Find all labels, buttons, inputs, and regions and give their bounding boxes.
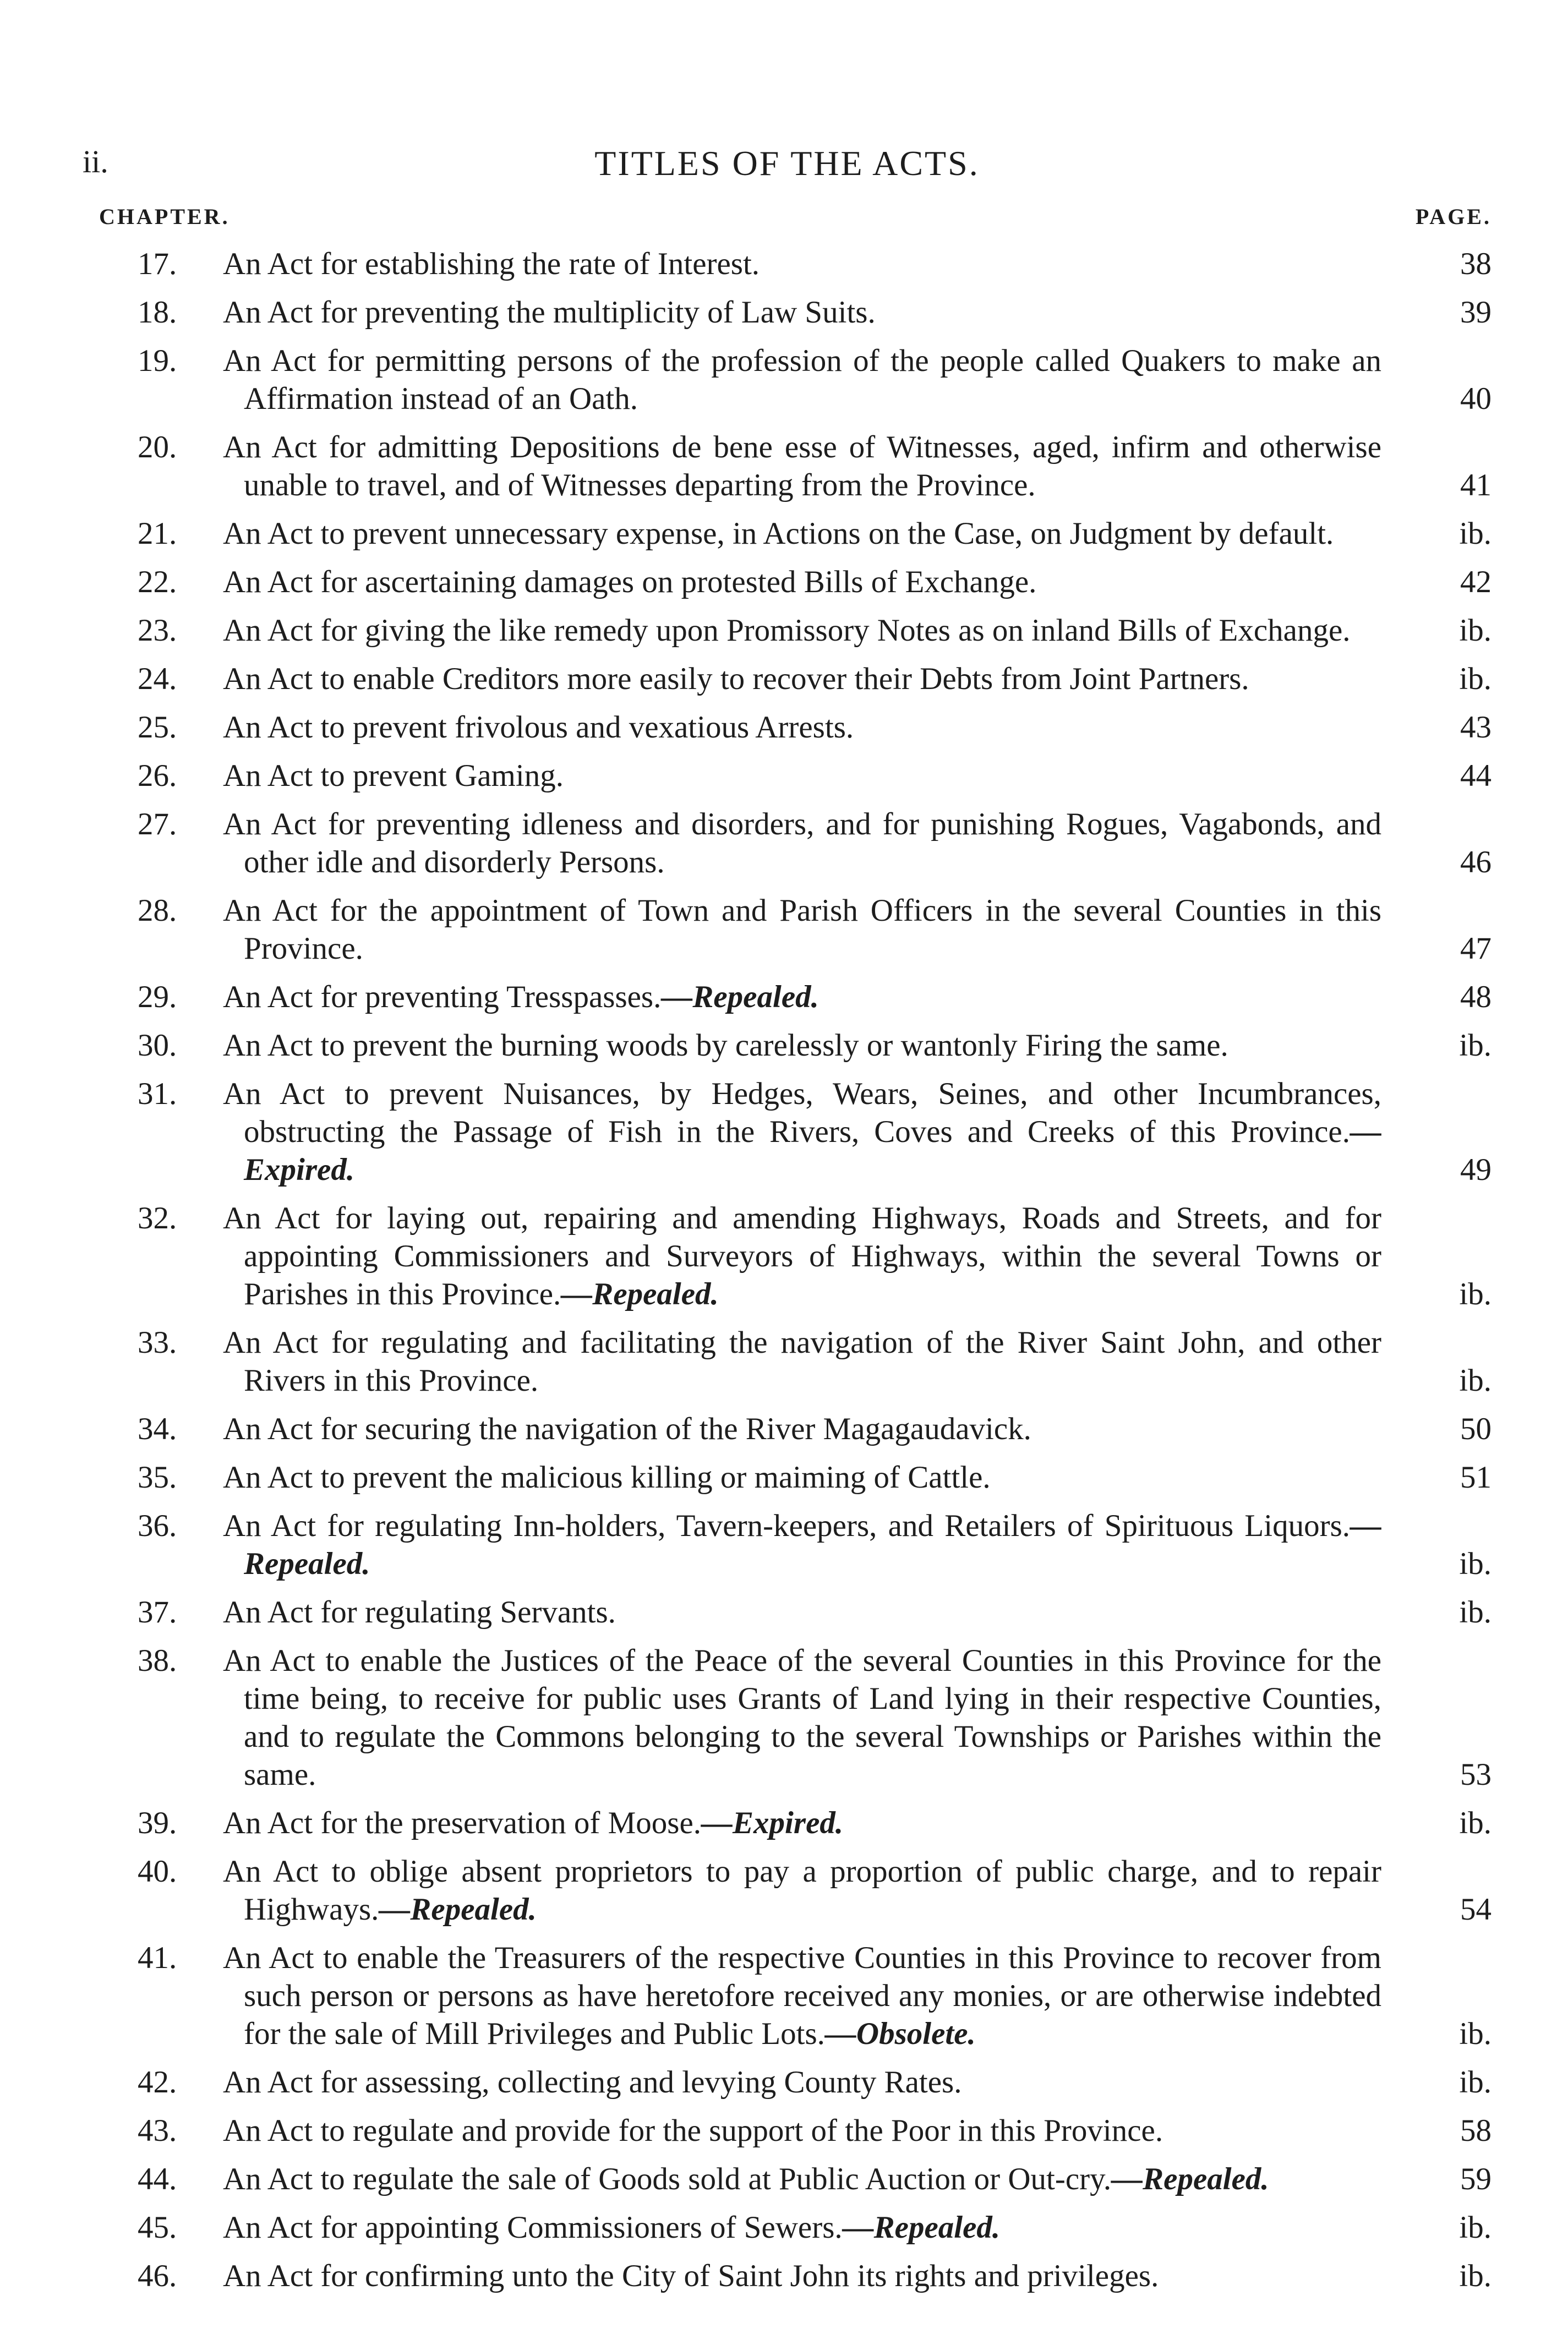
act-title-text: An Act for regulating Inn-holders, Tavern-keepers, and Retailers of Spirituous Liquors.: [223, 1508, 1350, 1543]
list-item: [83, 1507, 1491, 1583]
act-status: —Expired.: [244, 1114, 1381, 1187]
chapter-number: 41.: [138, 1941, 177, 1975]
chapter-number: 23.: [138, 613, 177, 648]
list-item: [83, 2112, 1491, 2150]
list-item: [83, 1199, 1491, 1313]
list-item: [83, 293, 1491, 331]
chapter-number: 25.: [138, 710, 177, 745]
running-title: TITLES OF THE ACTS.: [594, 144, 980, 183]
column-headings: [83, 204, 1491, 245]
act-status: —Repealed.: [561, 1277, 719, 1311]
page-reference: ib.: [1459, 2210, 1491, 2245]
act-title-text: An Act for assessing, collecting and levying County Rates.: [223, 2065, 962, 2100]
act-title-text: An Act for confirming unto the City of Saint John its rights and privileges.: [223, 2259, 1159, 2293]
list-item: [83, 757, 1491, 795]
act-title: [223, 2112, 1381, 2150]
act-title-text: An Act for laying out, repairing and amending Highways, Roads and Streets, and for appointing Commissioners and Surveyors of Highways, within the several Towns or Parishes in this Province.: [223, 1201, 1381, 1311]
act-title-text: An Act to prevent the burning woods by carelessly or wantonly Firing the same.: [223, 1028, 1228, 1063]
page-column-heading: PAGE.: [1415, 204, 1491, 229]
act-title-text: An Act for securing the navigation of the River Magagaudavick.: [223, 1412, 1031, 1446]
act-title-text: An Act for preventing the multiplicity of Law Suits.: [223, 295, 876, 330]
act-title: [223, 515, 1381, 553]
act-title: [223, 892, 1381, 968]
act-title: [223, 293, 1381, 331]
act-status: —Repealed.: [379, 1892, 537, 1927]
page-reference: ib.: [1459, 2016, 1491, 2051]
page-reference: 43: [1460, 710, 1491, 745]
page-reference: 48: [1460, 980, 1491, 1014]
act-title: [223, 757, 1381, 795]
act-title-text: An Act to oblige absent proprietors to pay a proportion of public charge, and to repair Highways.: [223, 1854, 1381, 1927]
chapter-number: 39.: [138, 1806, 177, 1840]
act-title: [223, 1507, 1381, 1583]
act-title: [223, 805, 1381, 881]
chapter-number: 31.: [138, 1076, 177, 1111]
act-title-text: An Act to enable Creditors more easily to recover their Debts from Joint Partners.: [223, 662, 1249, 696]
page-reference: ib.: [1459, 1595, 1491, 1630]
act-title-text: An Act to prevent Nuisances, by Hedges, Wears, Seines, and other Incumbrances, obstructing the Passage of Fish in the Rivers, Coves and Creeks of this Province.: [223, 1076, 1381, 1149]
act-title-text: An Act for the appointment of Town and Parish Officers in the several Counties in this Province.: [223, 893, 1381, 966]
act-title: [223, 2257, 1381, 2295]
chapter-number: 36.: [138, 1508, 177, 1543]
chapter-number: 27.: [138, 807, 177, 841]
list-item: [83, 1804, 1491, 1842]
act-title-text: An Act to enable the Treasurers of the respective Counties in this Province to recover from such person or persons as have heretofore received any monies, or are otherwise indebted for the sale of Mill Privileges and Public Lots.: [223, 1941, 1381, 2051]
page-reference: 46: [1460, 845, 1491, 879]
chapter-number: 24.: [138, 662, 177, 696]
list-item: [83, 1410, 1491, 1448]
chapter-number: 37.: [138, 1595, 177, 1630]
acts-list: [83, 245, 1491, 2295]
list-item: [83, 1852, 1491, 1928]
page-reference: 47: [1460, 931, 1491, 966]
act-title-text: An Act for ascertaining damages on protested Bills of Exchange.: [223, 565, 1037, 599]
act-status: —Repealed.: [661, 980, 819, 1014]
page-reference: 41: [1460, 468, 1491, 502]
list-item: [83, 1642, 1491, 1794]
act-title: [223, 1852, 1381, 1928]
list-item: [83, 2257, 1491, 2295]
act-title-text: An Act for regulating Servants.: [223, 1595, 616, 1630]
page-reference: ib.: [1459, 2065, 1491, 2100]
act-title-text: An Act for appointing Commissioners of Sewers.: [223, 2210, 843, 2245]
act-title: [223, 708, 1381, 746]
act-title-text: An Act for giving the like remedy upon Promissory Notes as on inland Bills of Exchange.: [223, 613, 1351, 648]
page-reference: 40: [1460, 381, 1491, 416]
page-reference: ib.: [1459, 1277, 1491, 1311]
act-status: —Repealed.: [1111, 2162, 1269, 2196]
document-page: [83, 132, 1491, 2305]
chapter-number: 46.: [138, 2259, 177, 2293]
list-item: [83, 2209, 1491, 2246]
page-reference: ib.: [1459, 1806, 1491, 1840]
list-item: [83, 1458, 1491, 1496]
act-title: [223, 1804, 1381, 1842]
act-title-text: An Act for admitting Depositions de bene esse of Witnesses, aged, infirm and otherwise unable to travel, and of Witnesses departing from the Province.: [223, 430, 1381, 502]
page-number: ii.: [83, 144, 108, 179]
act-title-text: An Act for preventing idleness and disorders, and for punishing Rogues, Vagabonds, and other idle and disorderly Persons.: [223, 807, 1381, 879]
list-item: [83, 1939, 1491, 2053]
page-reference: ib.: [1459, 1028, 1491, 1063]
list-item: [83, 1026, 1491, 1064]
list-item: [83, 245, 1491, 283]
act-title: [223, 978, 1381, 1016]
chapter-number: 19.: [138, 343, 177, 378]
act-title-text: An Act to regulate the sale of Goods sold at Public Auction or Out-cry.: [223, 2162, 1112, 2196]
list-item: [83, 563, 1491, 601]
chapter-number: 26.: [138, 758, 177, 793]
page-reference: ib.: [1459, 1546, 1491, 1581]
page-reference: 44: [1460, 758, 1491, 793]
list-item: [83, 660, 1491, 698]
list-item: [83, 2063, 1491, 2101]
act-title: [223, 2209, 1381, 2246]
list-item: [83, 515, 1491, 553]
chapter-number: 33.: [138, 1325, 177, 1360]
page-reference: ib.: [1459, 613, 1491, 648]
page-reference: 38: [1460, 247, 1491, 281]
act-title: [223, 1199, 1381, 1313]
act-title-text: An Act to prevent unnecessary expense, in Actions on the Case, on Judgment by default.: [223, 516, 1334, 551]
act-status: —Expired.: [701, 1806, 844, 1840]
act-title: [223, 428, 1381, 504]
page-reference: 39: [1460, 295, 1491, 330]
list-item: [83, 1075, 1491, 1189]
page-reference: 59: [1460, 2162, 1491, 2196]
list-item: [83, 708, 1491, 746]
list-item: [83, 805, 1491, 881]
act-title-text: An Act to prevent Gaming.: [223, 758, 564, 793]
chapter-number: 45.: [138, 2210, 177, 2245]
list-item: [83, 611, 1491, 649]
act-title-text: An Act for regulating and facilitating the navigation of the River Saint John, and other Rivers in this Province.: [223, 1325, 1381, 1398]
chapter-number: 38.: [138, 1643, 177, 1678]
page-reference: ib.: [1459, 516, 1491, 551]
act-title-text: An Act to prevent the malicious killing or maiming of Cattle.: [223, 1460, 991, 1495]
act-title: [223, 1026, 1381, 1064]
act-title: [223, 1075, 1381, 1189]
chapter-column-heading: CHAPTER.: [99, 204, 230, 229]
act-title-text: An Act for preventing Tresspasses.: [223, 980, 662, 1014]
list-item: [83, 1593, 1491, 1631]
page-reference: ib.: [1459, 1363, 1491, 1398]
act-title: [223, 1410, 1381, 1448]
page-reference: 49: [1460, 1152, 1491, 1187]
act-title-text: An Act for permitting persons of the profession of the people called Quakers to make an Affirmation instead of an Oath.: [223, 343, 1381, 416]
act-title-text: An Act to regulate and provide for the support of the Poor in this Province.: [223, 2113, 1163, 2148]
chapter-number: 35.: [138, 1460, 177, 1495]
list-item: [83, 978, 1491, 1016]
chapter-number: 21.: [138, 516, 177, 551]
act-title-text: An Act for establishing the rate of Interest.: [223, 247, 760, 281]
chapter-number: 40.: [138, 1854, 177, 1889]
list-item: [83, 342, 1491, 418]
act-title: [223, 2063, 1381, 2101]
act-title: [223, 611, 1381, 649]
list-item: [83, 2160, 1491, 2198]
chapter-number: 18.: [138, 295, 177, 330]
page-reference: ib.: [1459, 662, 1491, 696]
chapter-number: 29.: [138, 980, 177, 1014]
act-title: [223, 563, 1381, 601]
act-title-text: An Act to prevent frivolous and vexatious Arrests.: [223, 710, 854, 745]
act-title: [223, 1593, 1381, 1631]
act-title: [223, 2160, 1381, 2198]
chapter-number: 17.: [138, 247, 177, 281]
page-header: [83, 132, 1491, 182]
act-status: —Repealed.: [842, 2210, 1001, 2245]
page-reference: ib.: [1459, 2259, 1491, 2293]
chapter-number: 44.: [138, 2162, 177, 2196]
chapter-number: 30.: [138, 1028, 177, 1063]
act-title: [223, 1324, 1381, 1400]
page-reference: 53: [1460, 1757, 1491, 1792]
act-status: —Obsolete.: [824, 2016, 976, 2051]
act-title-text: An Act to enable the Justices of the Peace of the several Counties in this Province for the time being, to receive for public uses Grants of Land lying in their respective Counties, and to regulate the Commons belonging to the several Townships or Parishes within the same.: [223, 1643, 1381, 1792]
act-title: [223, 1642, 1381, 1794]
page-reference: 51: [1460, 1460, 1491, 1495]
page-reference: 58: [1460, 2113, 1491, 2148]
act-title: [223, 245, 1381, 283]
act-title: [223, 342, 1381, 418]
act-title-text: An Act for the preservation of Moose.: [223, 1806, 702, 1840]
list-item: [83, 1324, 1491, 1400]
list-item: [83, 892, 1491, 968]
chapter-number: 43.: [138, 2113, 177, 2148]
act-title: [223, 1939, 1381, 2053]
page-reference: 50: [1460, 1412, 1491, 1446]
chapter-number: 28.: [138, 893, 177, 928]
chapter-number: 34.: [138, 1412, 177, 1446]
act-title: [223, 660, 1381, 698]
page-reference: 54: [1460, 1892, 1491, 1927]
list-item: [83, 428, 1491, 504]
act-title: [223, 1458, 1381, 1496]
chapter-number: 22.: [138, 565, 177, 599]
chapter-number: 20.: [138, 430, 177, 464]
page-reference: 42: [1460, 565, 1491, 599]
act-status: —Repealed.: [244, 1508, 1381, 1581]
chapter-number: 32.: [138, 1201, 177, 1236]
chapter-number: 42.: [138, 2065, 177, 2100]
